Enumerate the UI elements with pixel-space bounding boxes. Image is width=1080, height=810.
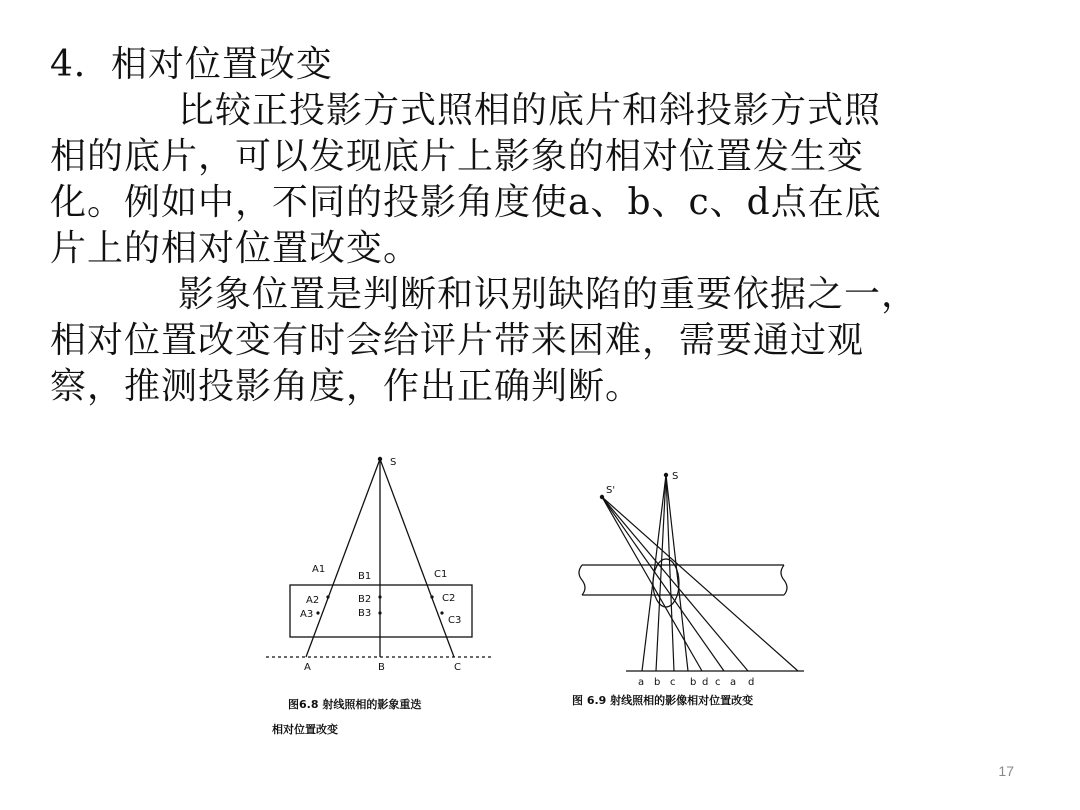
figure-left-caption: 图6.8 射线照相的影象重迭 [288, 698, 422, 711]
label-a2: A2 [306, 595, 320, 606]
label-d-2: d [748, 677, 755, 688]
figure-right-caption: 图 6.9 射线照相的影像相对位置改变 [572, 694, 754, 707]
label-b-2: b [690, 677, 697, 688]
label-b-1: b [654, 677, 661, 688]
paragraph-2-line-2: 相对位置改变有时会给评片带来困难，需要通过观 [50, 320, 865, 361]
paragraph-1-line-1: 比较正投影方式照相的底片和斜投影方式照 [178, 90, 882, 131]
label-b3: B3 [358, 608, 372, 619]
paragraph-2-line-3: 察，推测投影角度，作出正确判断。 [50, 366, 643, 407]
slide-body [50, 42, 1040, 410]
label-a-2: a [730, 677, 737, 688]
label-a1: A1 [312, 564, 326, 575]
section-heading: 4．相对位置改变 [50, 44, 333, 85]
label-a3: A3 [300, 609, 314, 620]
figure-right-diagram [522, 445, 822, 735]
label-a-1: a [638, 677, 645, 688]
paragraph-1-line-3: 化。例如中，不同的投影角度使a、b、c、d点在底 [50, 182, 882, 223]
label-c: C [454, 662, 461, 673]
figure-left-diagram [262, 445, 522, 735]
page-number: 17 [998, 763, 1014, 779]
label-d-1: d [702, 677, 709, 688]
label-b: B [378, 662, 385, 673]
label-c-2: c [715, 677, 721, 688]
label-s: S [390, 457, 397, 468]
label-b1: B1 [358, 571, 372, 582]
label-c1: C1 [434, 569, 448, 580]
label-s-prime: S' [606, 485, 616, 496]
label-s-right: S [672, 471, 679, 482]
label-c2: C2 [442, 593, 456, 604]
paragraph-1-line-2: 相的底片，可以发现底片上影象的相对位置发生变 [50, 136, 865, 177]
figures [262, 445, 822, 735]
paragraph-1-line-4: 片上的相对位置改变。 [50, 228, 421, 269]
label-a: A [304, 662, 311, 673]
figure-left-caption-extra: 相对位置改变 [272, 723, 338, 735]
label-b2: B2 [358, 594, 372, 605]
label-c-1: c [670, 677, 676, 688]
paragraph-2-line-1: 影象位置是判断和识别缺陷的重要依据之一， [178, 274, 919, 315]
label-c3: C3 [448, 615, 462, 626]
